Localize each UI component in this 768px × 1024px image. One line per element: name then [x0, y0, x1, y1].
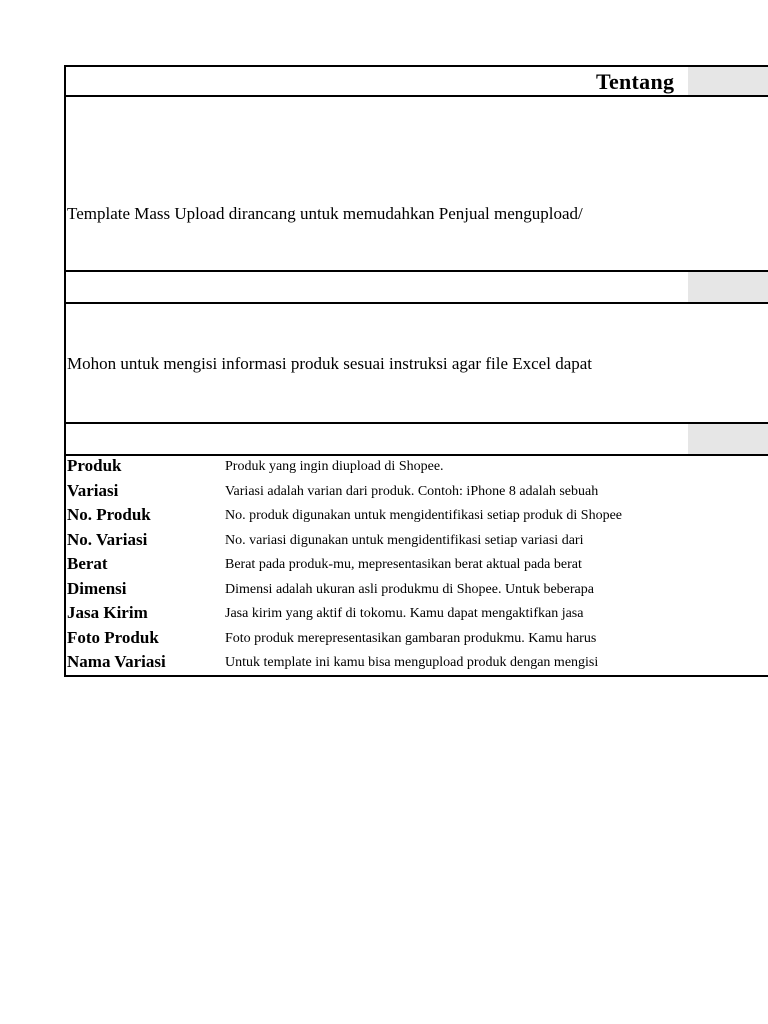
- title-band: [64, 65, 768, 97]
- term-row: [66, 579, 768, 603]
- term-row: [66, 481, 768, 505]
- terms-header-band: [64, 422, 768, 456]
- instruction-text: Mohon untuk mengisi informasi produk sesuai instruksi agar file Excel dapat: [67, 354, 593, 373]
- term-description: Variasi adalah varian dari produk. Contoh: iPhone 8 adalah sebuah: [225, 483, 599, 499]
- term-name: Nama Variasi: [67, 652, 166, 671]
- term-row: [66, 603, 768, 627]
- term-description: Berat pada produk-mu, mepresentasikan berat aktual pada berat: [225, 557, 582, 572]
- term-description: Jasa kirim yang aktif di tokomu. Kamu dapat mengaktifkan jasa: [225, 606, 584, 621]
- term-name: Berat: [67, 554, 108, 573]
- term-row: [66, 505, 768, 529]
- term-name: Dimensi: [67, 578, 127, 598]
- term-name: Jasa Kirim: [67, 603, 148, 622]
- intro-text: Template Mass Upload dirancang untuk memudahkan Penjual mengupload/: [67, 204, 583, 223]
- term-description: Produk yang ingin diupload di Shopee.: [225, 459, 444, 474]
- section-header-fill: [688, 272, 768, 302]
- title-band-fill: [688, 67, 768, 95]
- terms-header-fill: [688, 424, 768, 454]
- term-description: No. produk digunakan untuk mengidentifikasi setiap produk di Shopee: [225, 508, 622, 523]
- term-name: Produk: [67, 456, 122, 475]
- term-description: Dimensi adalah ukuran asli produkmu di Shopee. Untuk beberapa: [225, 581, 594, 597]
- terms-table: [64, 456, 768, 677]
- term-row: [66, 628, 768, 652]
- section-header-band: [64, 270, 768, 304]
- term-row: [66, 652, 768, 676]
- intro-section: [64, 97, 768, 272]
- term-name: Foto Produk: [67, 627, 159, 647]
- term-row: [66, 456, 768, 480]
- page-title: Tentang: [596, 69, 675, 94]
- term-description: Foto produk merepresentasikan gambaran produkmu. Kamu harus: [225, 630, 597, 646]
- term-name: Variasi: [67, 480, 119, 500]
- term-row: [66, 554, 768, 578]
- term-row: [66, 530, 768, 554]
- instruction-section: [64, 304, 768, 425]
- term-name: No. Produk: [67, 505, 151, 524]
- spreadsheet-page: [64, 65, 768, 677]
- term-description: Untuk template ini kamu bisa mengupload produk dengan mengisi: [225, 655, 599, 670]
- term-description: No. variasi digunakan untuk mengidentifikasi setiap variasi dari: [225, 532, 584, 548]
- term-name: No. Variasi: [67, 529, 148, 549]
